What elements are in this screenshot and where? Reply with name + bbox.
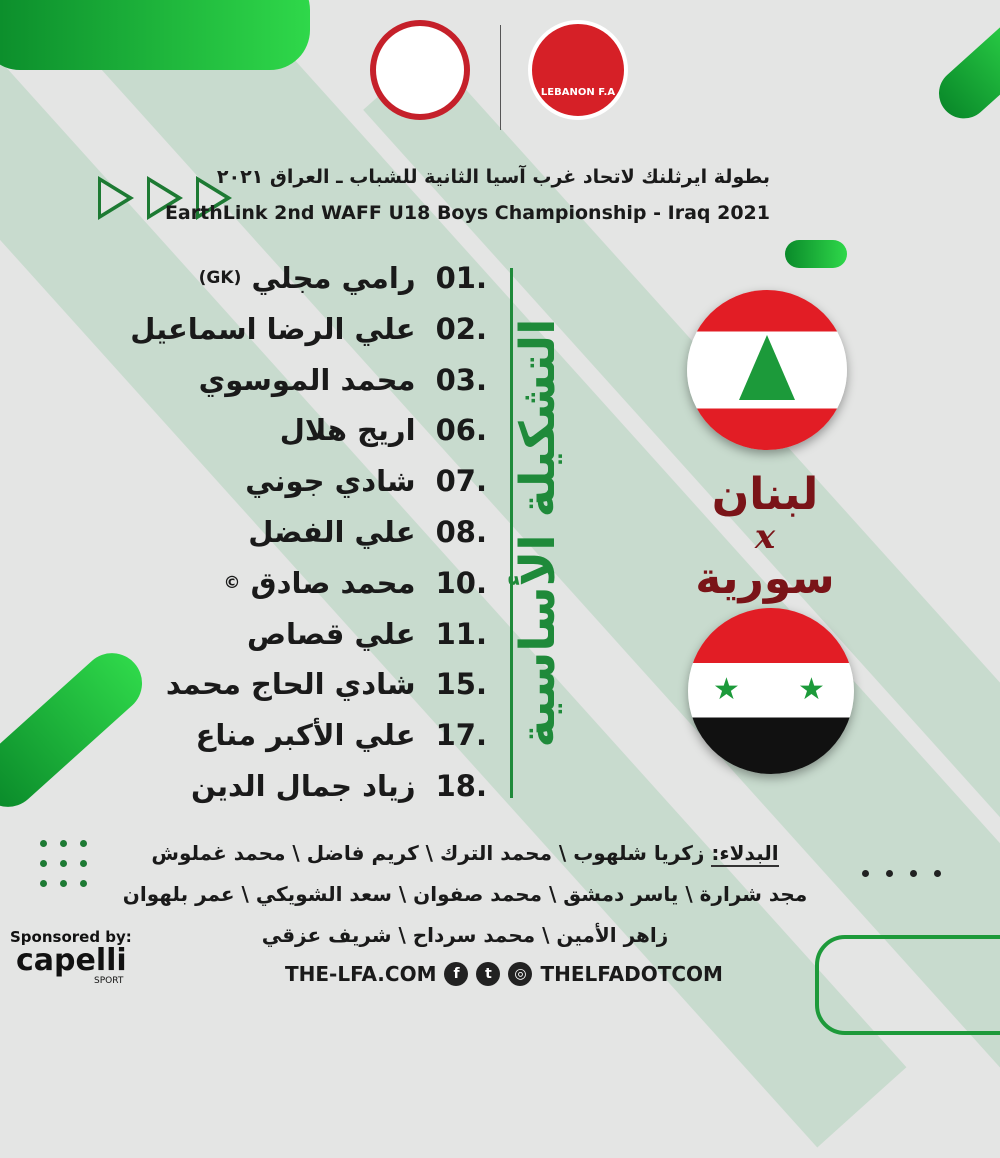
player-name: اريج هلال: [279, 413, 416, 448]
vs-label: x: [754, 517, 776, 557]
player-row: [127, 306, 487, 357]
player-row: [127, 611, 487, 662]
player-name: علي الرضا اسماعيل: [130, 311, 416, 346]
cedar-icon: [739, 335, 795, 400]
player-number: 02.: [435, 311, 487, 346]
player-number: 18.: [435, 768, 487, 803]
player-row: [127, 458, 487, 509]
player-name: محمد صادق: [250, 565, 416, 600]
syria-flag: [688, 608, 854, 774]
decor-pill: [0, 0, 310, 70]
player-number: 06.: [435, 413, 487, 448]
away-team: سورية: [695, 553, 835, 604]
subs-line-1: زكريا شلهوب \ محمد الترك \ كريم فاضل \ محمد غملوش: [151, 841, 705, 865]
home-team: لبنان: [711, 469, 819, 520]
player-number: 15.: [435, 667, 487, 702]
player-row: [127, 560, 487, 611]
substitutes: [85, 835, 845, 958]
player-name: علي قصاص: [246, 616, 416, 651]
logo-divider: [500, 25, 501, 130]
decor-dots: [40, 840, 87, 887]
player-name: علي الأكبر مناع: [195, 718, 416, 753]
player-number: 17.: [435, 718, 487, 753]
player-number: 03.: [435, 362, 487, 397]
logos: [360, 15, 640, 135]
decor-pill: [785, 240, 847, 268]
player-name: شادي الحاج محمد: [165, 667, 416, 702]
player-row: [127, 712, 487, 763]
star-icon: ★: [798, 672, 825, 707]
player-row: [127, 255, 487, 306]
player-name: محمد الموسوي: [198, 362, 416, 397]
sponsor: Sponsored by: capelli SPORT: [10, 928, 132, 986]
player-number: 08.: [435, 514, 487, 549]
instagram-icon[interactable]: ◎: [508, 962, 532, 986]
player-tag: ©: [223, 572, 241, 593]
player-name: شادي جوني: [245, 464, 416, 499]
decor-pill: [929, 11, 1000, 128]
facebook-icon[interactable]: f: [444, 962, 468, 986]
player-tag: (GK): [198, 268, 242, 288]
player-number: 10.: [435, 565, 487, 600]
footer: [285, 962, 723, 986]
arrow-icon: [98, 176, 134, 220]
lebanon-flag: [687, 290, 847, 450]
player-row: [127, 509, 487, 560]
player-number: 07.: [435, 464, 487, 499]
subs-line-3: زاهر الأمين \ محمد سرداح \ شريف عزقي: [261, 923, 669, 947]
player-list: [127, 255, 487, 814]
social-handle[interactable]: THELFADOTCOM: [540, 962, 723, 986]
lfa-logo: LEBANON F.A: [528, 20, 628, 120]
player-name: رامي مجلي: [251, 261, 416, 295]
subs-label: البدلاء:: [711, 841, 779, 865]
waff-logo: [370, 20, 470, 120]
sponsor-logo: capelli: [16, 943, 127, 978]
player-row: [127, 763, 487, 814]
player-name: زياد جمال الدين: [191, 768, 416, 803]
player-name: علي الفضل: [248, 514, 416, 549]
star-icon: ★: [713, 672, 740, 707]
website-link[interactable]: THE-LFA.COM: [285, 962, 437, 986]
sponsor-label: Sponsored by:: [10, 928, 132, 946]
player-number: 11.: [435, 616, 487, 651]
twitter-icon[interactable]: t: [476, 962, 500, 986]
title-arabic: بطولة ايرثلنك لاتحاد غرب آسيا الثانية للشباب ـ العراق ٢٠٢١: [216, 166, 770, 188]
title-english: EarthLink 2nd WAFF U18 Boys Championship - Iraq 2021: [164, 202, 770, 224]
player-row: [127, 661, 487, 712]
player-row: [127, 407, 487, 458]
player-row: [127, 357, 487, 408]
decor-dots: [862, 870, 941, 877]
subs-line-2: مجد شرارة \ ياسر دمشق \ محمد صفوان \ سعد الشويكي \ عمر بلهوان: [122, 882, 808, 906]
lineup-title: التشكيلة الأساسية: [510, 318, 566, 748]
player-number: 01.: [435, 261, 487, 295]
match-teams: [665, 470, 865, 604]
